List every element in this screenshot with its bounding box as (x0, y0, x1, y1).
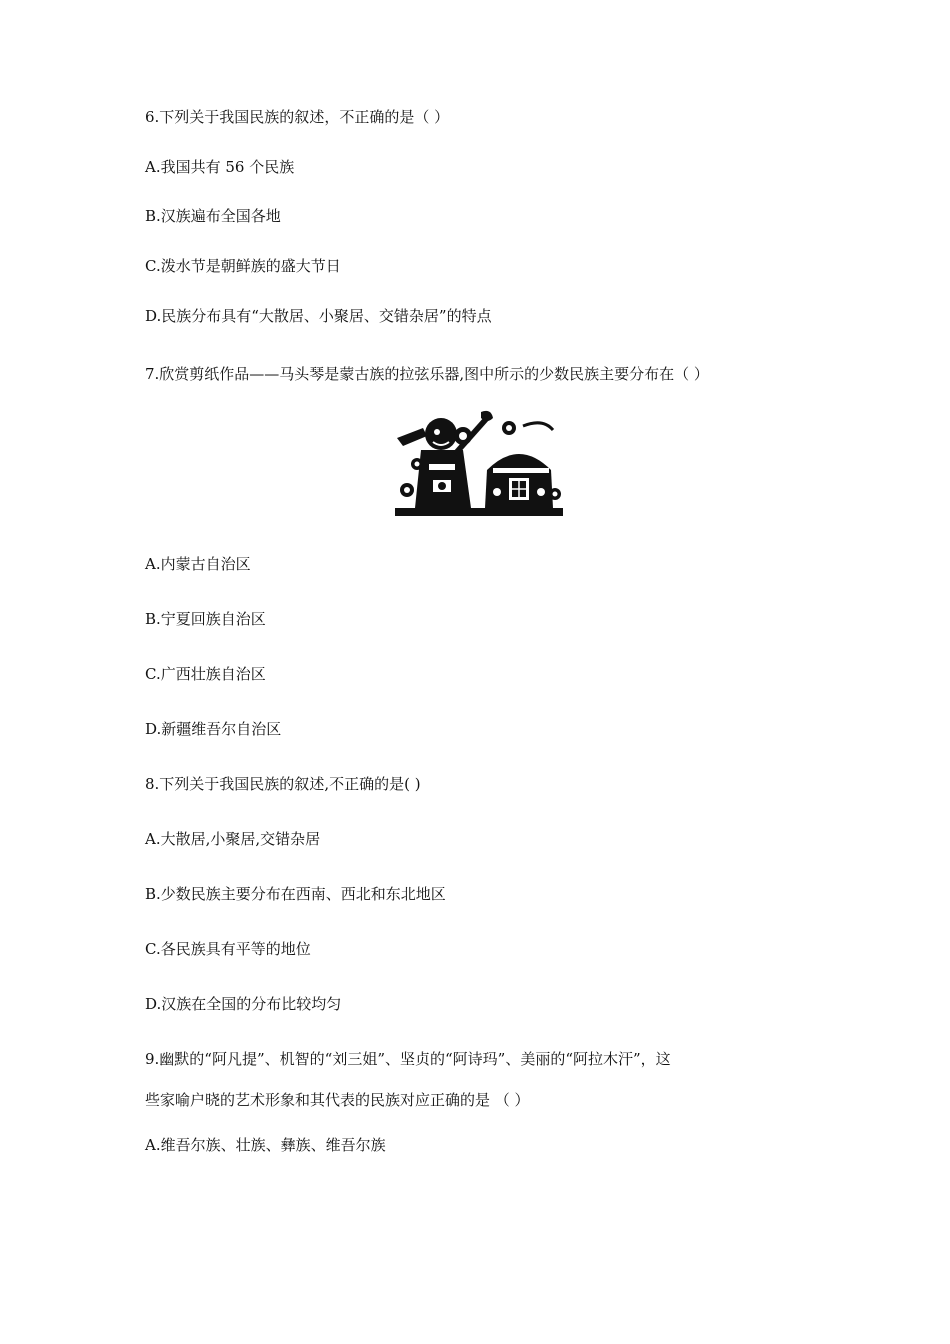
musician-figure (415, 411, 493, 508)
yurt (485, 454, 553, 508)
question-8-option-c: C.各民族具有平等的地位 (145, 940, 311, 958)
question-6-option-a: A.我国共有 56 个民族 (145, 158, 295, 176)
papercut-illustration (393, 408, 565, 522)
question-9-stem-line-1: 9.幽默的“阿凡提”、机智的“刘三姐”、坚贞的“阿诗玛”、美丽的“阿拉木汗”，这 (145, 1050, 671, 1068)
question-6-option-d: D.民族分布具有“大散居、小聚居、交错杂居”的特点 (145, 307, 492, 325)
question-9-stem-line-2: 些家喻户晓的艺术形象和其代表的民族对应正确的是 （ ） (145, 1091, 530, 1109)
question-8-option-d: D.汉族在全国的分布比较均匀 (145, 995, 342, 1013)
question-7-option-d: D.新疆维吾尔自治区 (145, 720, 282, 738)
question-8-stem: 8.下列关于我国民族的叙述,不正确的是( ) (145, 775, 421, 793)
question-8-option-b: B.少数民族主要分布在西南、西北和东北地区 (145, 885, 446, 903)
question-7-option-b: B.宁夏回族自治区 (145, 610, 266, 628)
question-8-option-a: A.大散居,小聚居,交错杂居 (145, 830, 321, 848)
question-6-option-b: B.汉族遍布全国各地 (145, 207, 281, 225)
question-7-stem: 7.欣赏剪纸作品——马头琴是蒙古族的拉弦乐器,图中所示的少数民族主要分布在（ ） (145, 365, 709, 383)
question-7-option-c: C.广西壮族自治区 (145, 665, 266, 683)
question-6-option-c: C.泼水节是朝鲜族的盛大节日 (145, 257, 341, 275)
question-6-stem: 6.下列关于我国民族的叙述，不正确的是（ ） (145, 108, 450, 126)
question-9-option-a: A.维吾尔族、壮族、彝族、维吾尔族 (145, 1136, 386, 1154)
question-7-option-a: A.内蒙古自治区 (145, 555, 251, 573)
